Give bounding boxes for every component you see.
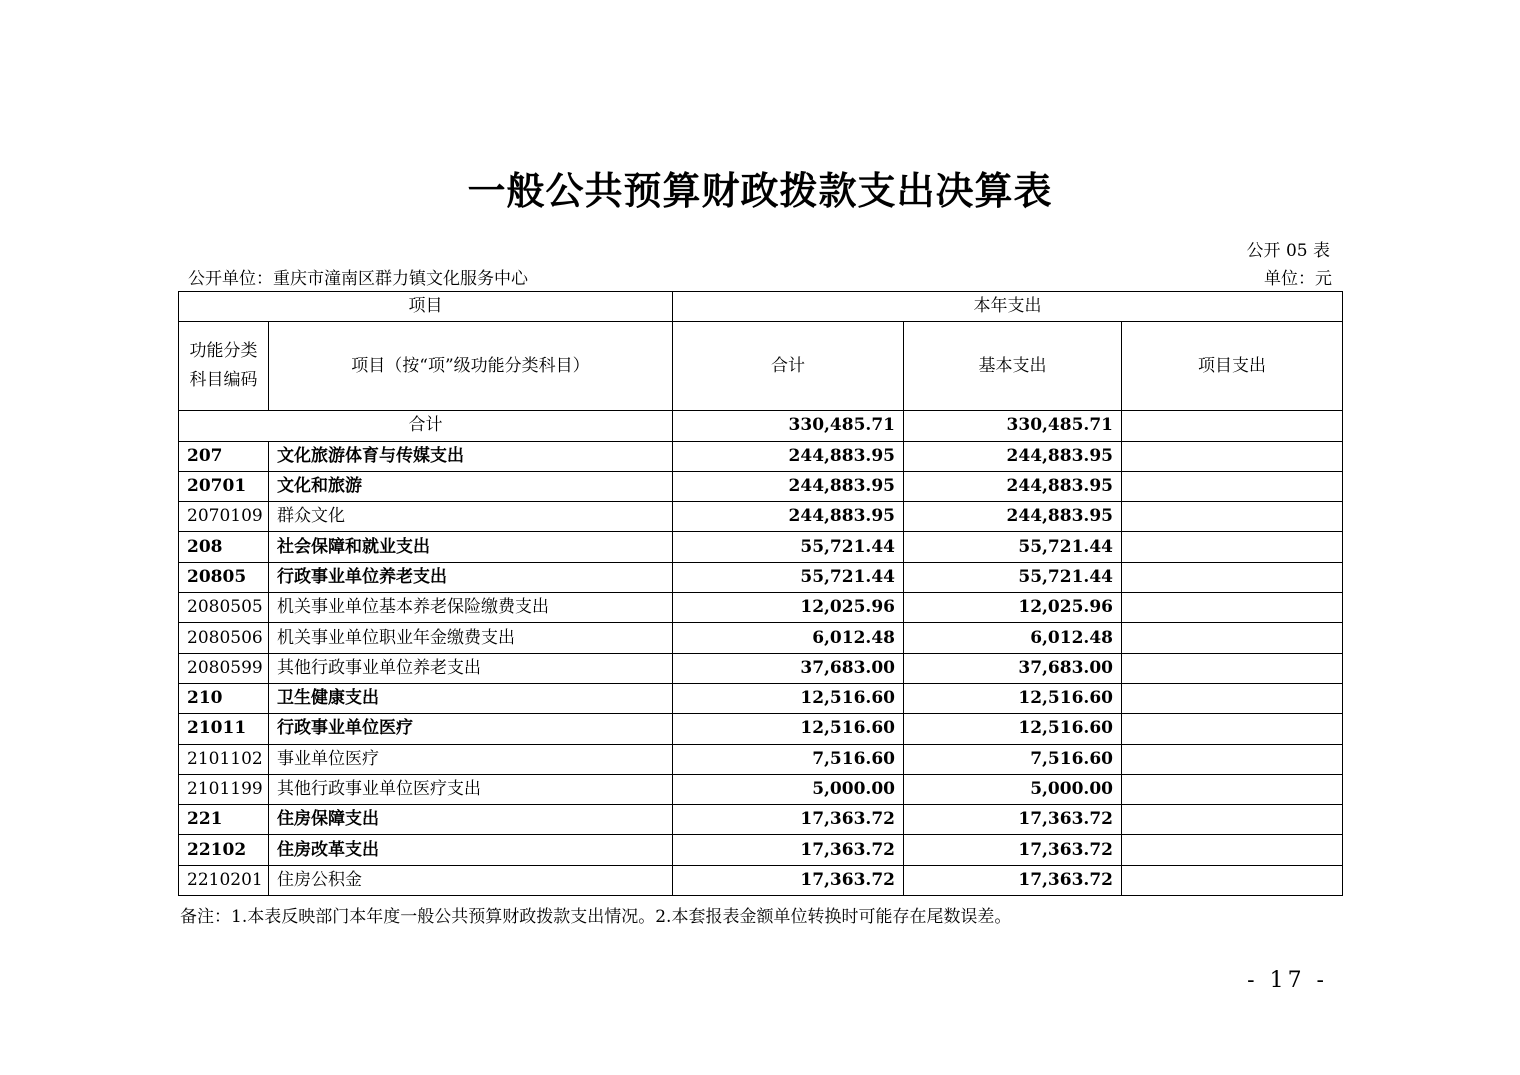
- row-code: 221: [179, 805, 269, 835]
- row-code: 21011: [179, 714, 269, 744]
- row-code: 20805: [179, 562, 269, 592]
- row-name: 行政事业单位养老支出: [269, 562, 673, 592]
- page-title: 一般公共预算财政拨款支出决算表: [467, 168, 1053, 213]
- table-row: [179, 865, 1343, 895]
- header-code: 功能分类科目编码: [179, 322, 269, 411]
- row-basic: 244,883.95: [904, 502, 1122, 532]
- table-row: [179, 744, 1343, 774]
- row-code: 2101102: [179, 744, 269, 774]
- row-total: 7,516.60: [673, 744, 904, 774]
- footnote: 备注：1.本表反映部门本年度一般公共预算财政拨款支出情况。2.本套报表金额单位转换时可能存在尾数误差。: [180, 907, 1012, 927]
- row-code: 22102: [179, 835, 269, 865]
- row-name: 行政事业单位医疗: [269, 714, 673, 744]
- table-row: [179, 471, 1343, 501]
- row-basic: 12,025.96: [904, 593, 1122, 623]
- row-program: [1122, 774, 1343, 804]
- total-program: [1122, 411, 1343, 441]
- row-basic: 17,363.72: [904, 835, 1122, 865]
- row-code: 208: [179, 532, 269, 562]
- row-basic: 37,683.00: [904, 653, 1122, 683]
- row-basic: 12,516.60: [904, 714, 1122, 744]
- total-label: 合计: [179, 411, 673, 441]
- row-code: 2210201: [179, 865, 269, 895]
- header-current-year: 本年支出: [673, 292, 1343, 322]
- row-program: [1122, 623, 1343, 653]
- row-total: 17,363.72: [673, 835, 904, 865]
- row-name: 社会保障和就业支出: [269, 532, 673, 562]
- row-basic: 244,883.95: [904, 471, 1122, 501]
- row-total: 12,516.60: [673, 714, 904, 744]
- row-program: [1122, 593, 1343, 623]
- row-code: 20701: [179, 471, 269, 501]
- total-basic: 330,485.71: [904, 411, 1122, 441]
- row-total: 244,883.95: [673, 502, 904, 532]
- table-row: [179, 593, 1343, 623]
- table-row: [179, 532, 1343, 562]
- row-code: 207: [179, 441, 269, 471]
- header-project: 项目: [179, 292, 673, 322]
- table-row: [179, 835, 1343, 865]
- row-total: 12,516.60: [673, 683, 904, 713]
- row-total: 17,363.72: [673, 805, 904, 835]
- row-program: [1122, 562, 1343, 592]
- row-total: 244,883.95: [673, 471, 904, 501]
- row-program: [1122, 532, 1343, 562]
- row-program: [1122, 683, 1343, 713]
- row-total: 12,025.96: [673, 593, 904, 623]
- row-total: 5,000.00: [673, 774, 904, 804]
- unit-line: [188, 264, 1332, 289]
- row-name: 卫生健康支出: [269, 683, 673, 713]
- table-row: [179, 683, 1343, 713]
- row-code: 210: [179, 683, 269, 713]
- row-basic: 12,516.60: [904, 683, 1122, 713]
- row-total: 17,363.72: [673, 865, 904, 895]
- expenditure-table: [178, 291, 1343, 896]
- row-program: [1122, 502, 1343, 532]
- header-name: 项目（按“项”级功能分类科目）: [269, 322, 673, 411]
- row-name: 其他行政事业单位医疗支出: [269, 774, 673, 804]
- row-code: 2080599: [179, 653, 269, 683]
- row-code: 2101199: [179, 774, 269, 804]
- table-row: [179, 805, 1343, 835]
- header-total: 合计: [673, 322, 904, 411]
- row-total: 6,012.48: [673, 623, 904, 653]
- row-basic: 244,883.95: [904, 441, 1122, 471]
- row-name: 群众文化: [269, 502, 673, 532]
- table-row: [179, 623, 1343, 653]
- row-name: 机关事业单位基本养老保险缴费支出: [269, 593, 673, 623]
- row-total: 37,683.00: [673, 653, 904, 683]
- row-program: [1122, 805, 1343, 835]
- row-name: 其他行政事业单位养老支出: [269, 653, 673, 683]
- row-name: 文化旅游体育与传媒支出: [269, 441, 673, 471]
- table-row: [179, 441, 1343, 471]
- table-row: [179, 562, 1343, 592]
- header-basic: 基本支出: [904, 322, 1122, 411]
- row-total: 55,721.44: [673, 562, 904, 592]
- table-row: [179, 653, 1343, 683]
- row-basic: 17,363.72: [904, 865, 1122, 895]
- row-name: 住房公积金: [269, 865, 673, 895]
- page-number: - 17 -: [1247, 968, 1328, 993]
- row-program: [1122, 744, 1343, 774]
- row-basic: 6,012.48: [904, 623, 1122, 653]
- table-row: [179, 502, 1343, 532]
- row-name: 文化和旅游: [269, 471, 673, 501]
- row-total: 55,721.44: [673, 532, 904, 562]
- row-name: 住房改革支出: [269, 835, 673, 865]
- row-code: 2080506: [179, 623, 269, 653]
- row-name: 机关事业单位职业年金缴费支出: [269, 623, 673, 653]
- row-program: [1122, 441, 1343, 471]
- header-program: 项目支出: [1122, 322, 1343, 411]
- row-name: 住房保障支出: [269, 805, 673, 835]
- row-code: 2070109: [179, 502, 269, 532]
- row-basic: 55,721.44: [904, 532, 1122, 562]
- row-program: [1122, 835, 1343, 865]
- row-basic: 55,721.44: [904, 562, 1122, 592]
- publishing-unit: 公开单位：重庆市潼南区群力镇文化服务中心: [188, 269, 528, 289]
- row-program: [1122, 714, 1343, 744]
- table-row: [179, 774, 1343, 804]
- currency-unit: 单位：元: [1264, 269, 1332, 289]
- row-basic: 5,000.00: [904, 774, 1122, 804]
- row-total: 244,883.95: [673, 441, 904, 471]
- row-basic: 17,363.72: [904, 805, 1122, 835]
- row-program: [1122, 653, 1343, 683]
- row-name: 事业单位医疗: [269, 744, 673, 774]
- row-program: [1122, 865, 1343, 895]
- row-program: [1122, 471, 1343, 501]
- total-row: [179, 411, 1343, 441]
- total-amount: 330,485.71: [673, 411, 904, 441]
- form-number: 公开 05 表: [1246, 241, 1330, 261]
- row-code: 2080505: [179, 593, 269, 623]
- row-basic: 7,516.60: [904, 744, 1122, 774]
- table-row: [179, 714, 1343, 744]
